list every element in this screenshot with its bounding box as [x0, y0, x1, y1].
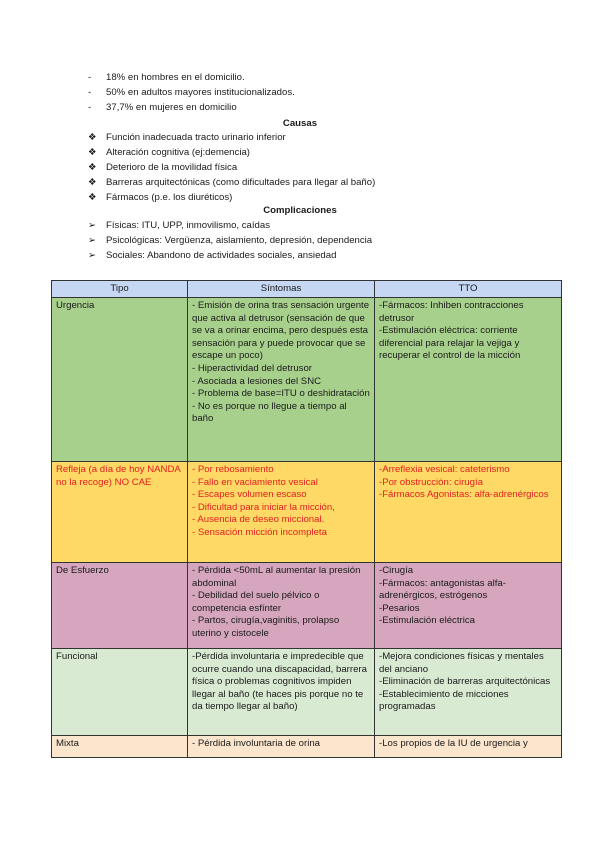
- cell-sintomas: - Pérdida <50mL al aumentar la presión abdominal - Debilidad del suelo pélvico o competencia esfínter - Partos, cirugía,vaginitis, prolapso uterino y cistocele: [188, 563, 375, 649]
- diamond-bullet-icon: ❖: [88, 192, 97, 203]
- cell-sintomas: - Por rebosamiento - Fallo en vaciamiento vesical - Escapes volumen escaso - Dificultad para iniciar la micción, - Ausencia de deseo miccional. - Sensación micción incompleta: [188, 462, 375, 563]
- cell-tto: -Cirugía -Fármacos: antagonistas alfa-adrenérgicos, estrógenos -Pesarios -Estimulación eléctrica: [375, 563, 562, 649]
- cell-sintomas: -Pérdida involuntaria e impredecible que ocurre cuando una discapacidad, barrera física o problemas cognitivos impiden llegar al baño (te haces pis porque no te da tiempo llegar al baño): [188, 649, 375, 736]
- arrow-bullet-icon: ➢: [88, 220, 97, 231]
- diamond-bullet-icon: ❖: [88, 162, 97, 173]
- list-item: ❖ Alteración cognitiva (ej:demencia): [88, 147, 250, 158]
- table-row: [52, 649, 562, 736]
- arrow-bullet-icon: ➢: [88, 250, 97, 261]
- cell-tipo: Urgencia: [52, 298, 188, 462]
- cell-tipo: Funcional: [52, 649, 188, 736]
- list-item: ❖ Barreras arquitectónicas (como dificultades para llegar al baño): [88, 177, 376, 188]
- list-item: ➢ Psicológicas: Vergüenza, aislamiento, depresión, dependencia: [88, 235, 373, 246]
- cell-tipo: De Esfuerzo: [52, 563, 188, 649]
- table-row: [52, 563, 562, 649]
- causas-heading: Causas: [282, 118, 318, 129]
- header-sintomas: Síntomas: [188, 281, 375, 298]
- cell-tto: -Arreflexia vesical: cateterismo -Por obstrucción: cirugía -Fármacos Agonistas: alfa-adrenérgicos: [375, 462, 562, 563]
- list-item: ❖ Fármacos (p.e. los diuréticos): [88, 192, 233, 203]
- table-header-row: [52, 281, 562, 298]
- incontinence-types-table: [51, 280, 562, 758]
- list-item: - 50% en adultos mayores institucionalizados.: [88, 87, 295, 98]
- cell-tto: -Mejora condiciones físicas y mentales del anciano -Eliminación de barreras arquitectónicas -Establecimiento de micciones programadas: [375, 649, 562, 736]
- cell-tipo: Refleja (a día de hoy NANDA no la recoge) NO CAE: [52, 462, 188, 563]
- cell-sintomas: - Pérdida involuntaria de orina: [188, 736, 375, 758]
- header-tipo: Tipo: [52, 281, 188, 298]
- causas-list: [88, 130, 375, 205]
- table-row: [52, 736, 562, 758]
- table-row: [52, 298, 562, 462]
- cell-sintomas: - Emisión de orina tras sensación urgente que activa al detrusor (sensación de que se va a orinar encima, pero después esta sensación para y puede provocar que se escape un poco) - Hiperactividad del detrusor - Asociada a lesiones del SNC - Problema de base=ITU o deshidratación - No es porque no llegue a tiempo al baño: [188, 298, 375, 462]
- complicaciones-list: [88, 218, 372, 263]
- diamond-bullet-icon: ❖: [88, 147, 97, 158]
- table-row: [52, 462, 562, 563]
- cell-tto: -Los propios de la IU de urgencia y: [375, 736, 562, 758]
- complicaciones-heading: Complicaciones: [263, 205, 337, 216]
- list-item: ❖ Función inadecuada tracto urinario inferior: [88, 132, 286, 143]
- header-tto: TTO: [375, 281, 562, 298]
- diamond-bullet-icon: ❖: [88, 177, 97, 188]
- list-item: - 18% en hombres en el domicilio.: [88, 72, 245, 83]
- arrow-bullet-icon: ➢: [88, 235, 97, 246]
- stats-list: [88, 70, 295, 115]
- list-item: ➢ Sociales: Abandono de actividades sociales, ansiedad: [88, 250, 337, 261]
- cell-tipo: Mixta: [52, 736, 188, 758]
- list-item: ❖ Deterioro de la movilidad física: [88, 162, 238, 173]
- diamond-bullet-icon: ❖: [88, 132, 97, 143]
- list-item: - 37,7% en mujeres en domicilio: [88, 102, 237, 113]
- cell-tto: -Fármacos: Inhiben contracciones detrusor -Estimulación eléctrica: corriente diferencial para relajar la vejiga y recuperar el control de la micción: [375, 298, 562, 462]
- list-item: ➢ Físicas: ITU, UPP, inmovilismo, caídas: [88, 220, 271, 231]
